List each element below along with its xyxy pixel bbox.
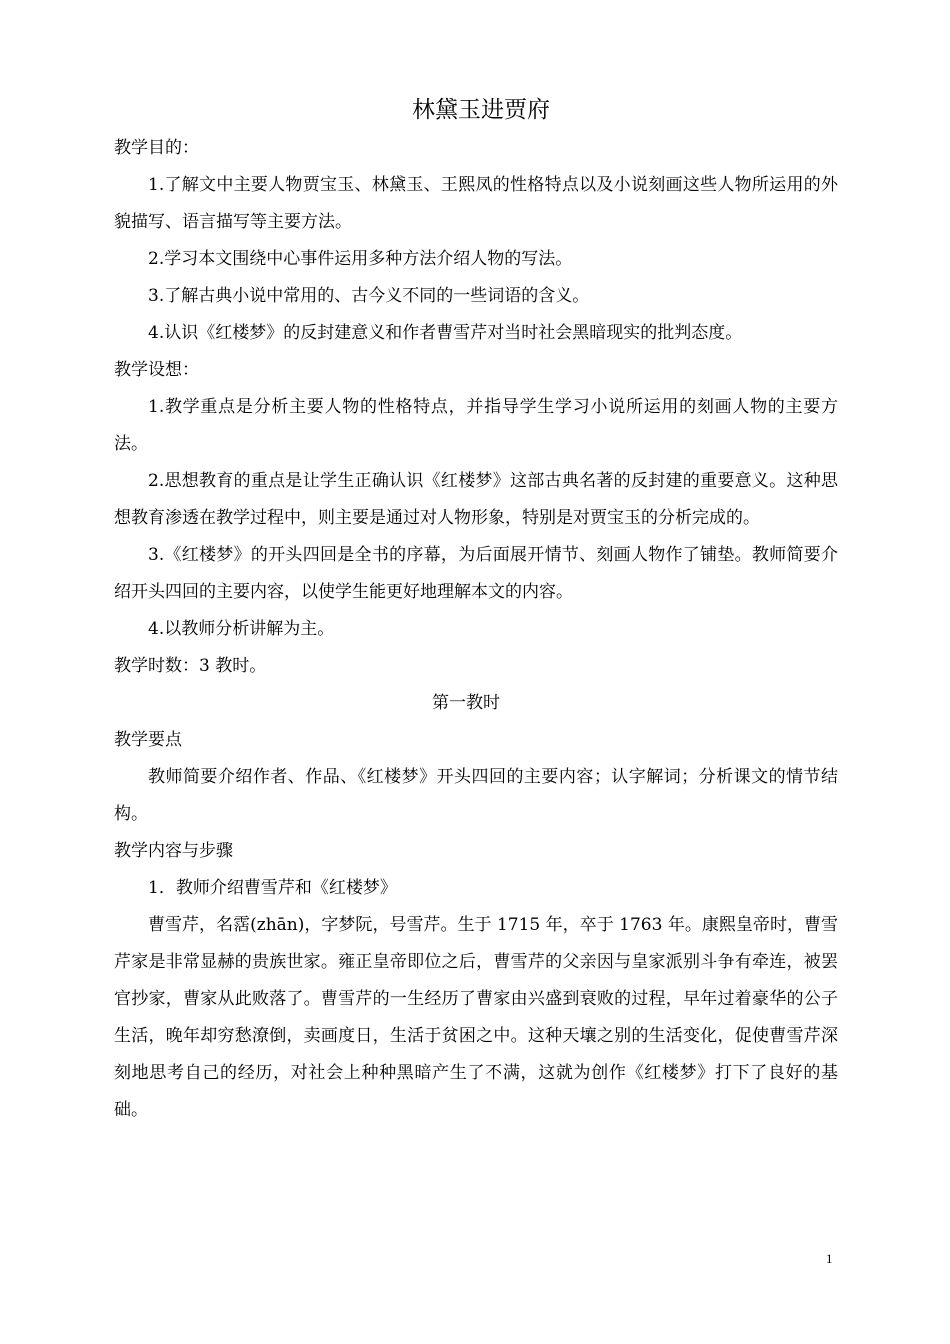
step1-title: 1．教师介绍曹雪芹和《红楼梦》 [148,878,397,898]
goal-item-2: 2.学习本文围绕中心事件运用多种方法介绍人物的写法。 [148,249,573,269]
teaching-hours: 教学时数：3 教时。 [114,656,267,676]
document-page [114,90,838,1129]
goals-heading: 教学目的： [114,138,199,158]
idea-item-1: 1.教学重点是分析主要人物的性格特点，并指导学生学习小说所运用的刻画人物的主要方法。 [114,397,838,454]
idea-item-2: 2.思想教育的重点是让学生正确认识《红楼梦》这部古典名著的反封建的重要意义。这种思想教育渗透在教学过程中，则主要是通过对人物形象，特别是对贾宝玉的分析完成的。 [114,471,838,528]
goal-item-3: 3.了解古典小说中常用的、古今义不同的一些词语的含义。 [148,286,590,306]
document-title: 林黛玉进贾府 [412,97,550,123]
idea-item-3: 3.《红楼梦》的开头四回是全书的序幕，为后面展开情节、刻画人物作了铺垫。教师简要介绍开头四回的主要内容，以使学生能更好地理解本文的内容。 [114,545,838,602]
goal-item-1: 1.了解文中主要人物贾宝玉、林黛玉、王熙凤的性格特点以及小说刻画这些人物所运用的外貌描写、语言描写等主要方法。 [114,175,838,232]
goal-item-4: 4.认识《红楼梦》的反封建意义和作者曹雪芹对当时社会黑暗现实的批判态度。 [148,323,743,343]
ideas-heading: 教学设想： [114,360,199,380]
lesson-steps-heading: 教学内容与步骤 [114,841,233,861]
lesson-points-heading: 教学要点 [114,730,182,750]
page-number: 1 [826,1251,833,1266]
step1-text: 曹雪芹，名霑(zhān)，字梦阮，号雪芹。生于 1715 年，卒于 1763 年。康熙皇帝时，曹雪芹家是非常显赫的贵族世家。雍正皇帝即位之后，曹雪芹的父亲因与皇家派别斗争有牵连，被罢官抄家，曹家从此败落了。曹雪芹的一生经历了曹家由兴盛到衰败的过程，早年过着豪华的公子生活，晚年却穷愁潦倒，卖画度日，生活于贫困之中。这种天壤之别的生活变化，促使曹雪芹深刻地思考自己的经历，对社会上种种黑暗产生了不满，这就为创作《红楼梦》打下了良好的基础。 [114,915,838,1120]
idea-item-4: 4.以教师分析讲解为主。 [148,619,335,639]
lesson-points-text: 教师简要介绍作者、作品、《红楼梦》开头四回的主要内容；认字解词；分析课文的情节结构。 [114,767,838,824]
lesson-title: 第一教时 [432,693,500,713]
